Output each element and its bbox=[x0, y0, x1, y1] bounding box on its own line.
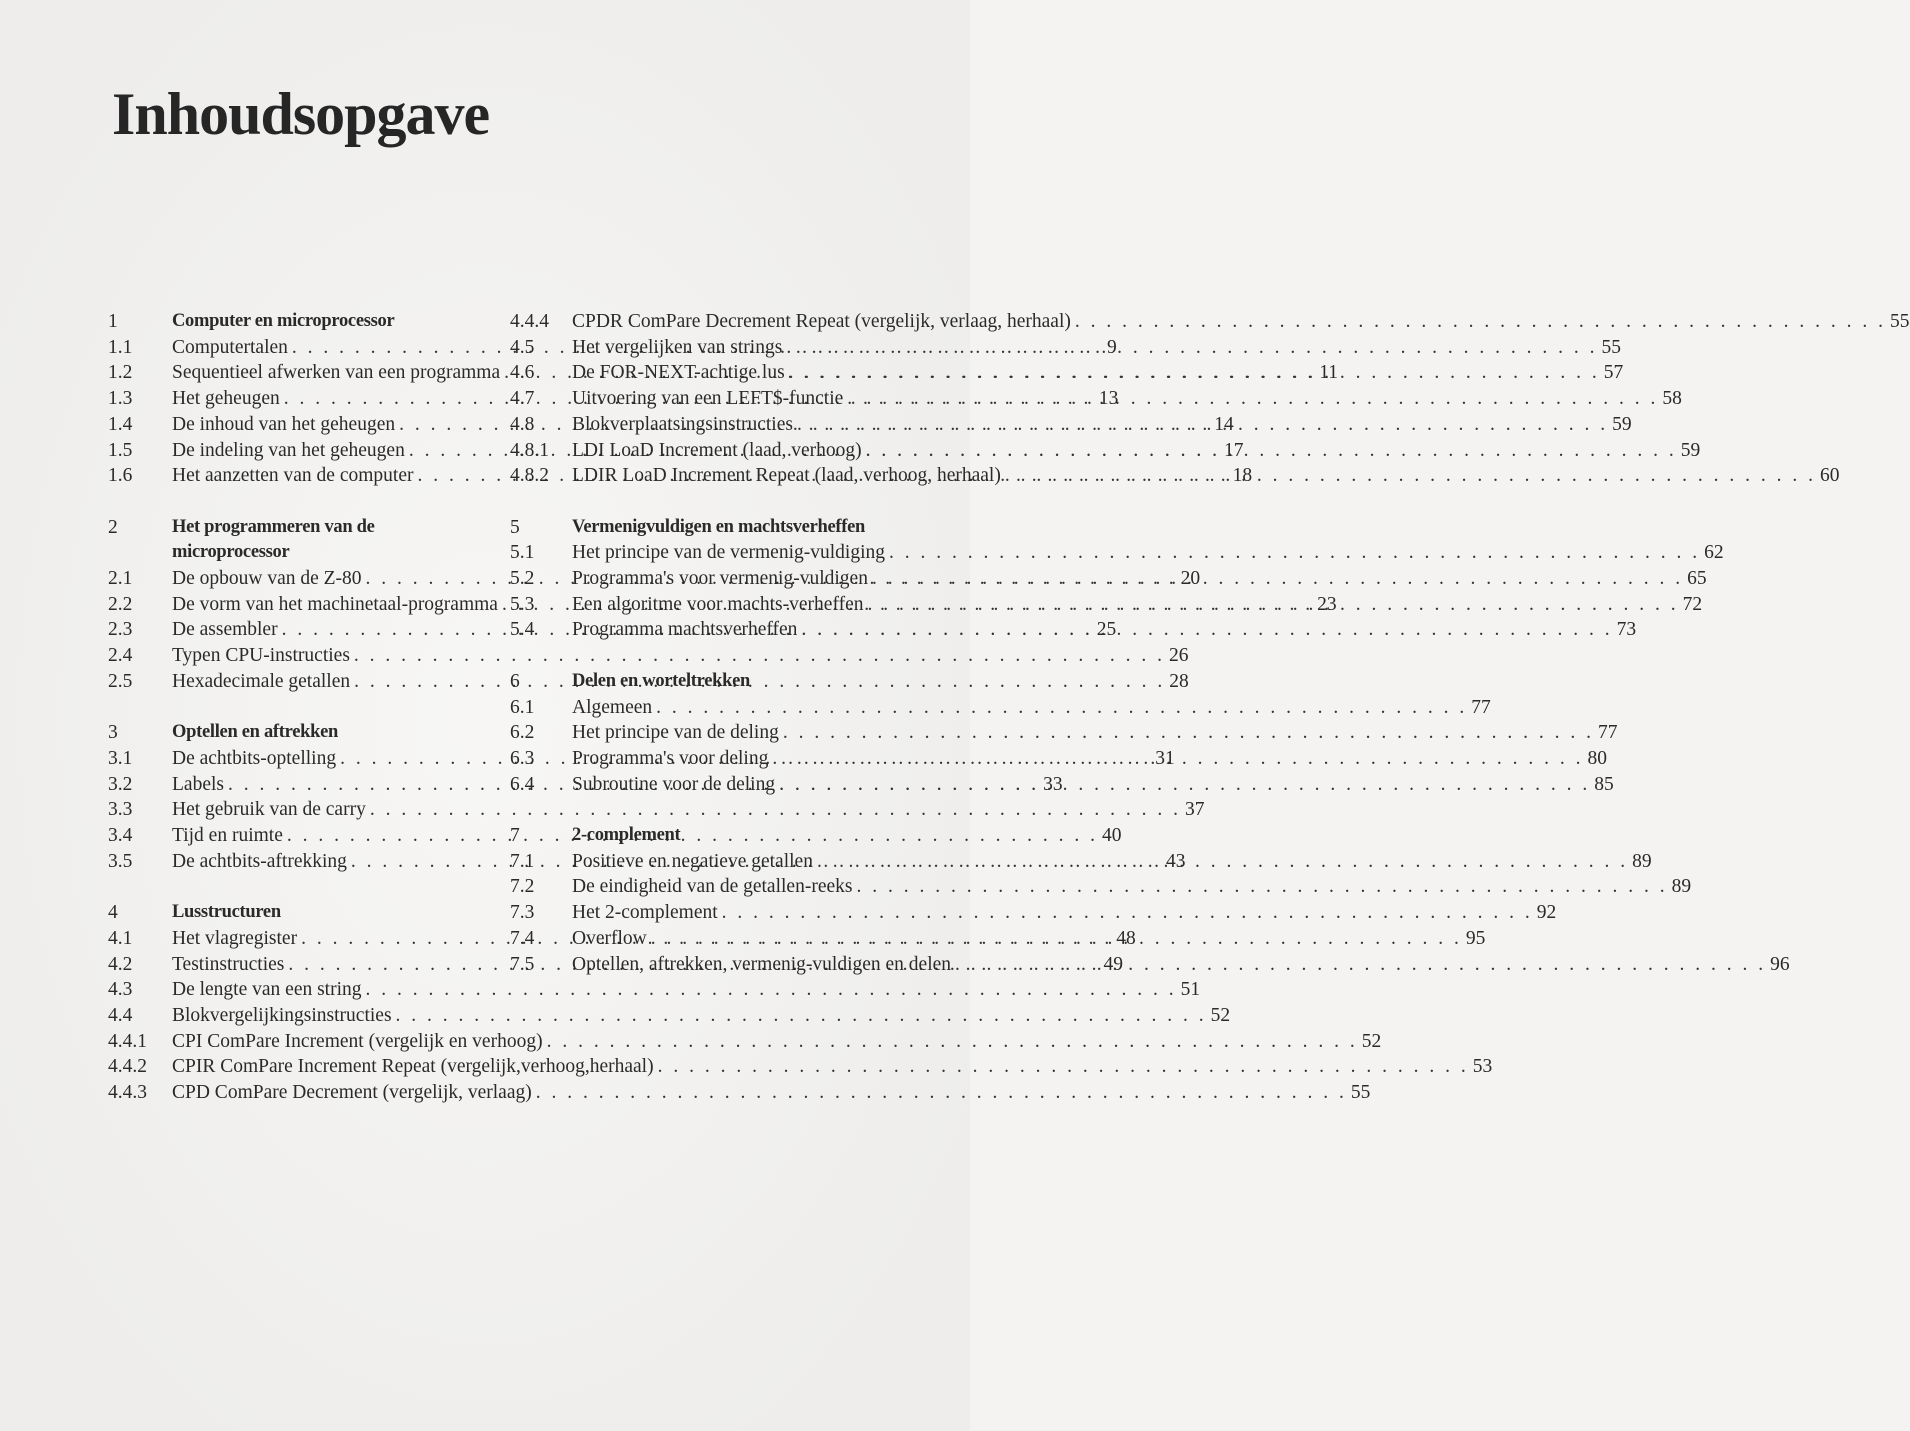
entry-title: Optellen, aftrekken, vermenig-vuldigen en delen bbox=[572, 953, 952, 975]
entry-page: 55 bbox=[1350, 1082, 1371, 1104]
chapter-number: 1 bbox=[108, 311, 118, 332]
entry-page: 23 bbox=[1317, 593, 1337, 615]
toc-chapter bbox=[108, 720, 486, 746]
entry-number: 4.8.2 bbox=[510, 465, 549, 487]
entry-title: Het vlagregister bbox=[172, 927, 298, 949]
section-gap bbox=[108, 695, 486, 721]
toc-entry bbox=[108, 797, 1205, 823]
entry-number: 7.3 bbox=[510, 902, 535, 924]
entry-number: 4.4.2 bbox=[108, 1056, 147, 1078]
entry-title: Blokvergelijkingsinstructies bbox=[172, 1004, 392, 1026]
toc-entry bbox=[108, 1080, 1371, 1106]
chapter-number: 2 bbox=[108, 516, 118, 538]
entry-page: 60 bbox=[1819, 465, 1840, 487]
entry-page: 18 bbox=[1232, 465, 1253, 487]
entry-title: Het principe van de deling bbox=[572, 722, 779, 744]
entry-title: De assembler bbox=[172, 619, 278, 641]
entry-page: 89 bbox=[1671, 876, 1692, 898]
entry-title: Het principe van de vermenig-vuldiging bbox=[572, 542, 885, 564]
toc-entry bbox=[510, 335, 1621, 361]
entry-page: 55 bbox=[1601, 336, 1621, 358]
entry-title: De achtbits-optelling bbox=[172, 747, 337, 769]
entry-title: De opbouw van de Z-80 bbox=[172, 568, 362, 590]
entry-number: 2.3 bbox=[108, 619, 133, 641]
entry-title: Blokverplaatsingsinstructies bbox=[572, 413, 793, 435]
entry-number: 6.1 bbox=[510, 696, 535, 718]
entry-title: Een algoritme voor machts-verheffen bbox=[572, 593, 864, 615]
entry-page: 40 bbox=[1102, 825, 1122, 847]
entry-number: 5.4 bbox=[510, 619, 535, 641]
entry-title: De eindigheid van de getallen-reeks bbox=[572, 876, 853, 898]
entry-number: 5.2 bbox=[510, 568, 535, 590]
entry-number: 3.4 bbox=[108, 825, 133, 847]
entry-title: De lengte van een string bbox=[172, 979, 362, 1001]
entry-title: Subroutine voor de deling bbox=[572, 773, 776, 795]
entry-number: 2.4 bbox=[108, 645, 133, 667]
entry-title: Hexadecimale getallen bbox=[172, 670, 351, 692]
entry-title: Algemeen bbox=[572, 696, 653, 718]
entry-number: 3.2 bbox=[108, 773, 133, 795]
entry-title: Het aanzetten van de computer bbox=[172, 465, 414, 487]
entry-title: De FOR-NEXT-achtige lus bbox=[572, 362, 785, 384]
chapter-title: Computer en microprocessor bbox=[172, 311, 395, 331]
entry-page: 14 bbox=[1214, 413, 1234, 435]
chapter-number: 4 bbox=[108, 902, 118, 924]
entry-page: 25 bbox=[1096, 619, 1117, 641]
toc-entry bbox=[510, 874, 1692, 900]
chapter-title: 2-complement bbox=[572, 825, 681, 846]
entry-title: Typen CPU-instructies bbox=[172, 645, 350, 667]
toc-entry bbox=[510, 720, 1618, 746]
entry-number: 4.8 bbox=[510, 413, 535, 435]
entry-page: 43 bbox=[1166, 850, 1186, 872]
entry-page: 77 bbox=[1597, 722, 1618, 744]
entry-title: Overflow bbox=[572, 927, 647, 949]
entry-title: Sequentieel afwerken van een programma bbox=[172, 362, 501, 384]
entry-page: 13 bbox=[1098, 388, 1119, 410]
entry-page: 65 bbox=[1687, 568, 1707, 590]
entry-title: Het gebruik van de carry bbox=[172, 799, 366, 821]
entry-number: 7.2 bbox=[510, 876, 535, 898]
toc-entry bbox=[108, 977, 1201, 1003]
section-gap bbox=[108, 489, 486, 515]
chapter-number: 7 bbox=[510, 825, 520, 847]
entry-title: Testinstructies bbox=[172, 953, 285, 975]
toc-chapter bbox=[510, 823, 896, 849]
entry-title: CPI ComPare Increment (vergelijk en verhoog) bbox=[172, 1030, 543, 1052]
entry-page: 85 bbox=[1594, 773, 1614, 795]
entry-page: 95 bbox=[1465, 927, 1486, 949]
entry-page: 72 bbox=[1682, 593, 1703, 615]
toc-chapter bbox=[108, 900, 486, 926]
entry-number: 3.3 bbox=[108, 799, 133, 821]
chapter-title: Lusstructuren bbox=[172, 902, 281, 923]
section-gap bbox=[510, 797, 896, 823]
entry-number: 1.6 bbox=[108, 465, 133, 487]
toc-entry bbox=[108, 643, 1189, 669]
entry-page: 57 bbox=[1603, 362, 1624, 384]
toc-chapter bbox=[108, 515, 486, 566]
entry-page: 58 bbox=[1662, 388, 1682, 410]
entry-page: 53 bbox=[1472, 1056, 1493, 1078]
entry-page: 9 bbox=[1107, 336, 1117, 358]
entry-title: CPDR ComPare Decrement Repeat (vergelijk, verlaag, herhaal) bbox=[572, 311, 1071, 332]
entry-number: 7.4 bbox=[510, 927, 535, 949]
entry-number: 4.4 bbox=[108, 1004, 133, 1026]
entry-title: De achtbits-aftrekking bbox=[172, 850, 347, 872]
chapter-number: 3 bbox=[108, 722, 118, 744]
toc-chapter bbox=[510, 515, 896, 541]
entry-number: 1.5 bbox=[108, 439, 133, 461]
entry-title: CPIR ComPare Increment Repeat (vergelijk,verhoog,herhaal) bbox=[172, 1056, 654, 1078]
entry-page: 59 bbox=[1680, 439, 1701, 461]
entry-page: 51 bbox=[1180, 979, 1201, 1001]
entry-title: De vorm van het machinetaal-programma bbox=[172, 593, 498, 615]
entry-page: 28 bbox=[1169, 670, 1189, 692]
entry-number: 4.4.3 bbox=[108, 1082, 147, 1104]
entry-title: Labels bbox=[172, 773, 224, 795]
entry-number: 4.1 bbox=[108, 927, 133, 949]
entry-number: 4.5 bbox=[510, 336, 535, 358]
entry-title: LDI LoaD Increment (laad, verhoog) bbox=[572, 439, 862, 461]
entry-number: 6.4 bbox=[510, 773, 535, 795]
toc-entry bbox=[510, 900, 1557, 926]
page-title: Inhoudsopgave bbox=[112, 81, 490, 147]
entry-page: 11 bbox=[1319, 362, 1339, 384]
chapter-number: 6 bbox=[510, 670, 520, 692]
chapter-number: 5 bbox=[510, 516, 520, 538]
chapter-title: Optellen en aftrekken bbox=[172, 722, 339, 743]
entry-number: 4.4.4 bbox=[510, 311, 549, 332]
chapter-title: Delen en worteltrekken bbox=[572, 670, 751, 691]
entry-number: 7.1 bbox=[510, 850, 535, 872]
entry-number: 1.4 bbox=[108, 413, 133, 435]
toc-chapter bbox=[510, 669, 896, 695]
chapter-title: Het programmeren van de microprocessor bbox=[172, 516, 375, 563]
entry-number: 2.1 bbox=[108, 568, 133, 590]
entry-page: 52 bbox=[1361, 1030, 1382, 1052]
entry-number: 7.5 bbox=[510, 953, 535, 975]
entry-title: Het vergelijken van strings bbox=[572, 336, 783, 358]
entry-page: 52 bbox=[1210, 1004, 1231, 1026]
entry-page: 80 bbox=[1587, 747, 1607, 769]
toc-entry bbox=[108, 1054, 1493, 1080]
entry-page: 89 bbox=[1632, 850, 1652, 872]
entry-title: Computertalen bbox=[172, 336, 288, 358]
toc-entry bbox=[510, 695, 1491, 721]
entry-page: 17 bbox=[1223, 439, 1244, 461]
entry-page: 55 bbox=[1890, 311, 1910, 332]
entry-number: 5.3 bbox=[510, 593, 535, 615]
toc-entry bbox=[108, 1003, 1231, 1029]
entry-number: 4.7 bbox=[510, 388, 535, 410]
toc-entry bbox=[510, 540, 1724, 566]
entry-page: 92 bbox=[1536, 902, 1557, 924]
entry-number: 1.3 bbox=[108, 388, 133, 410]
entry-number: 2.5 bbox=[108, 670, 133, 692]
entry-title: Programma's voor deling bbox=[572, 747, 769, 769]
entry-number: 6.2 bbox=[510, 722, 535, 744]
toc-entry bbox=[510, 309, 1910, 335]
entry-number: 4.3 bbox=[108, 979, 133, 1001]
entry-number: 6.3 bbox=[510, 747, 535, 769]
entry-page: 96 bbox=[1770, 953, 1790, 975]
entry-number: 3.5 bbox=[108, 850, 133, 872]
entry-title: Het geheugen bbox=[172, 388, 280, 410]
entry-number: 4.2 bbox=[108, 953, 133, 975]
entry-page: 49 bbox=[1103, 953, 1123, 975]
entry-number: 1.1 bbox=[108, 336, 133, 358]
entry-title: Tijd en ruimte bbox=[172, 825, 283, 847]
entry-page: 77 bbox=[1471, 696, 1491, 718]
entry-title: Het 2-complement bbox=[572, 902, 718, 924]
entry-title: CPD ComPare Decrement (vergelijk, verlaag) bbox=[172, 1082, 532, 1104]
entry-page: 48 bbox=[1116, 927, 1136, 949]
section-gap bbox=[108, 874, 486, 900]
entry-title: Positieve en negatieve getallen bbox=[572, 850, 813, 872]
entry-title: Programma machtsverheffen bbox=[572, 619, 798, 641]
toc-entry bbox=[108, 1029, 1382, 1055]
toc-chapter bbox=[108, 309, 486, 335]
entry-number: 4.4.1 bbox=[108, 1030, 147, 1052]
entry-number: 1.2 bbox=[108, 362, 133, 384]
chapter-title: Vermenigvuldigen en machtsverheffen bbox=[572, 516, 866, 537]
section-gap bbox=[510, 489, 896, 515]
entry-page: 26 bbox=[1169, 645, 1189, 667]
entry-number: 3.1 bbox=[108, 747, 133, 769]
entry-page: 73 bbox=[1616, 619, 1637, 641]
entry-title: Uitvoering van een LEFT$-functie bbox=[572, 388, 844, 410]
entry-page: 33 bbox=[1043, 773, 1063, 795]
entry-page: 37 bbox=[1184, 799, 1205, 821]
entry-number: 5.1 bbox=[510, 542, 535, 564]
entry-title: LDIR LoaD Increment Repeat (laad, verhoog, herhaal) bbox=[572, 465, 1001, 487]
entry-number: 2.2 bbox=[108, 593, 133, 615]
entry-page: 31 bbox=[1155, 747, 1175, 769]
entry-page: 20 bbox=[1180, 568, 1201, 590]
entry-title: Programma's voor vermenig-vuldigen bbox=[572, 568, 868, 590]
entry-number: 4.6 bbox=[510, 362, 535, 384]
entry-title: De inhoud van het geheugen bbox=[172, 413, 396, 435]
section-gap bbox=[510, 643, 896, 669]
entry-title: De indeling van het geheugen bbox=[172, 439, 405, 461]
entry-page: 62 bbox=[1704, 542, 1724, 564]
entry-page: 59 bbox=[1612, 413, 1632, 435]
entry-number: 4.8.1 bbox=[510, 439, 549, 461]
